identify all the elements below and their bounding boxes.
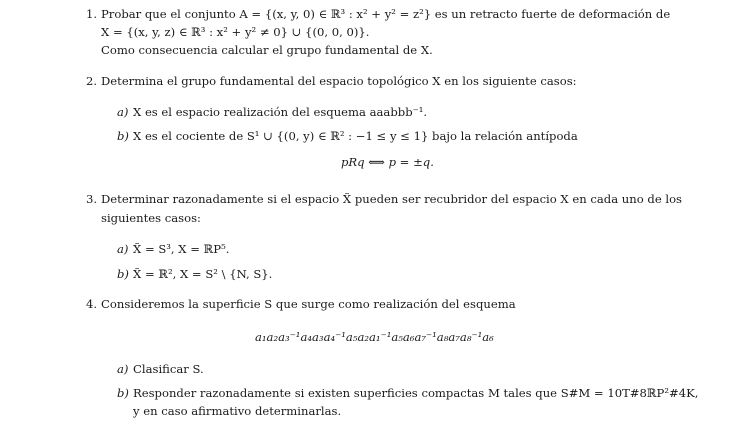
- problem-3-item-a-text: X̃ = S³, X = ℝP⁵.: [133, 242, 230, 256]
- problem-3-line-2: siguientes casos:: [101, 211, 201, 225]
- problem-3-line-1: Determinar razonadamente si el espacio X̃ pueden ser recubridor del espacio X en cada uno de los: [101, 192, 683, 206]
- problem-2-item-b-label: b): [117, 129, 129, 143]
- problem-1-line-2: X = {(x, y, z) ∈ ℝ³ : x² + y² ≠ 0} ∪ {(0, 0, 0)}.: [101, 25, 370, 39]
- problem-2-number: 2.: [86, 74, 98, 88]
- problem-3-item-b-text: X̃ = ℝ², X = S² \ {N, S}.: [133, 267, 273, 281]
- problem-3-item-a-label: a): [117, 242, 129, 256]
- problem-4-number: 4.: [86, 297, 98, 311]
- problem-1-line-1: Probar que el conjunto A = {(x, y, 0) ∈ ℝ³ : x² + y² = z²} es un retracto fuerte de deformación de: [101, 7, 671, 21]
- problem-2-line-1: Determina el grupo fundamental del espacio topológico X en los siguiente casos:: [101, 74, 577, 88]
- problem-4-display-scheme: a₁a₂a₃⁻¹a₄a₃a₄⁻¹a₅a₂a₁⁻¹a₅a₆a₇⁻¹a₈a₇a₈⁻¹a₆: [255, 330, 494, 344]
- problem-2-display-equation: pRq ⟺ p = ±q.: [341, 155, 434, 169]
- problem-4-item-b-tail: y en caso afirmativo determinarlas.: [133, 404, 342, 418]
- problem-4-item-b-label: b): [117, 386, 129, 400]
- problem-1-number: 1.: [86, 7, 98, 21]
- problem-2-item-b-text: X es el cociente de S¹ ∪ {(0, y) ∈ ℝ² : −1 ≤ y ≤ 1} bajo la relación antípoda: [133, 129, 578, 143]
- problem-4-item-a-label: a): [117, 362, 129, 376]
- problem-3-number: 3.: [86, 192, 98, 206]
- problem-2-item-a-label: a): [117, 105, 129, 119]
- problem-4-item-a-text: Clasificar S.: [133, 362, 204, 376]
- problem-2-item-a-text: X es el espacio realización del esquema aaabbb⁻¹.: [133, 105, 428, 119]
- problem-1-line-3: Como consecuencia calcular el grupo fundamental de X.: [101, 43, 433, 57]
- problem-4-line-1: Consideremos la superficie S que surge como realización del esquema: [101, 297, 516, 311]
- problem-4-item-b-text: Responder razonadamente si existen superficies compactas M tales que S#M = 10T#8ℝP²#4K,: [133, 386, 699, 400]
- problem-3-item-b-label: b): [117, 267, 129, 281]
